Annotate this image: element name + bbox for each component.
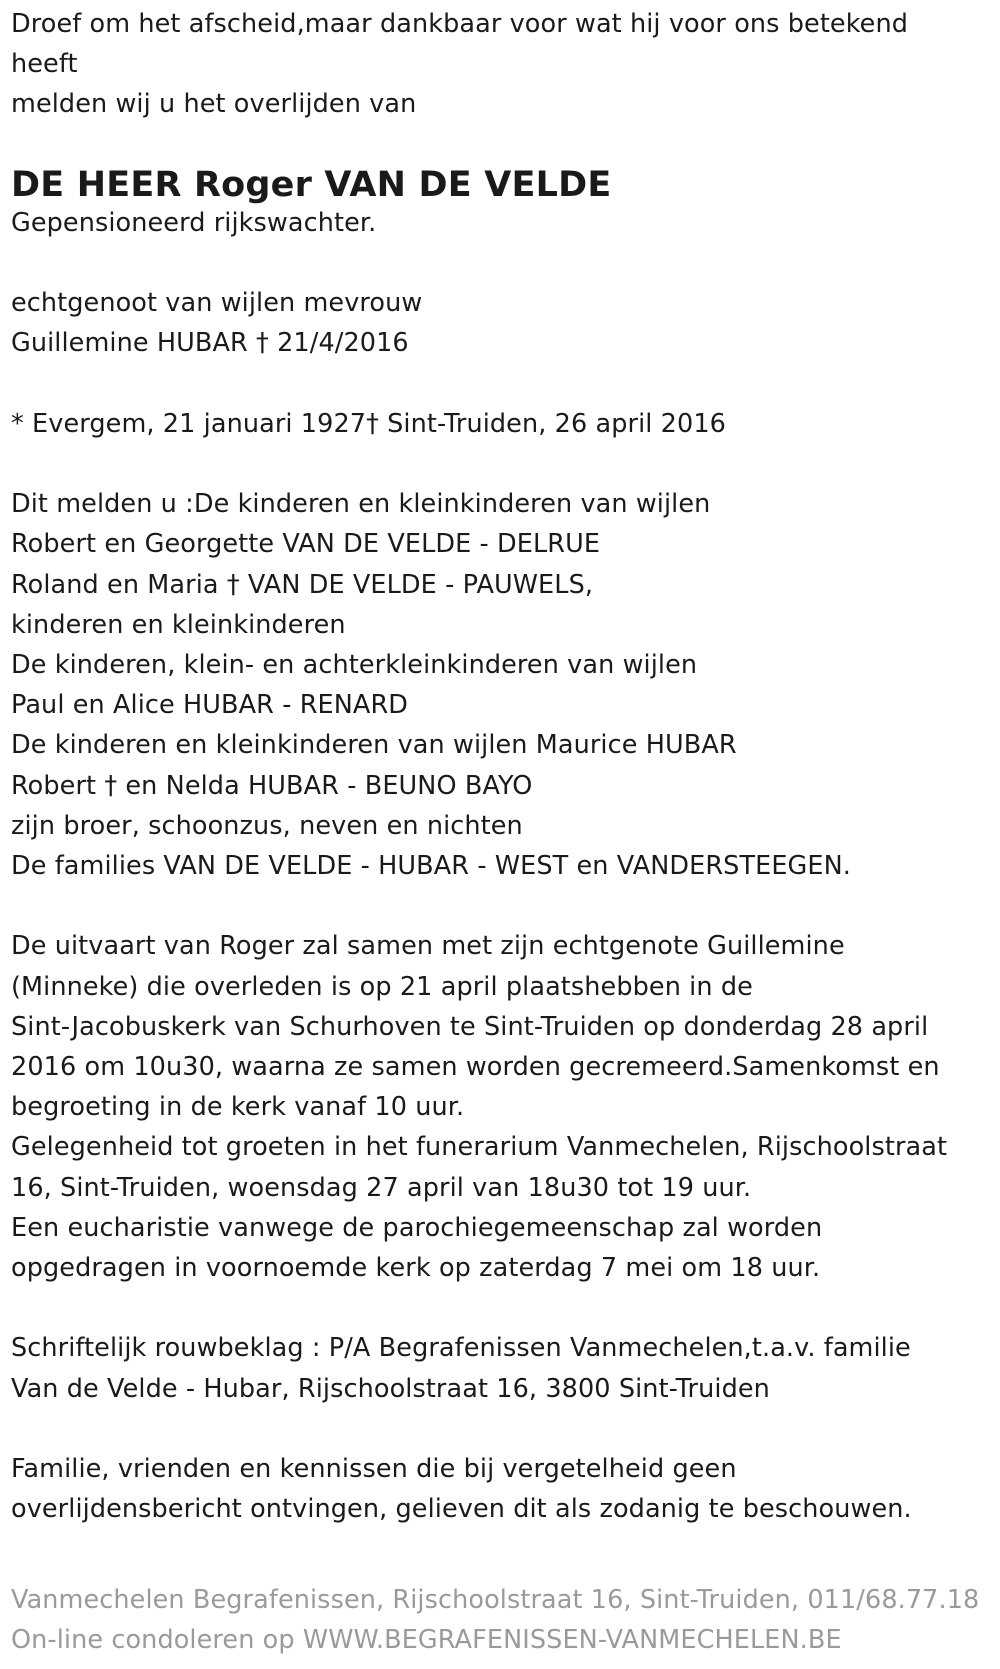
family-line: Dit melden u :De kinderen en kleinkinderen van wijlen: [11, 489, 711, 520]
dates-section: [11, 404, 990, 444]
notice-section: [11, 1449, 990, 1529]
spacer: [11, 1288, 990, 1328]
funeral-line: Gelegenheid tot groeten in het funerarium Vanmechelen, Rijschoolstraat: [11, 1132, 948, 1163]
family-line: Robert en Georgette VAN DE VELDE - DELRUE: [11, 529, 601, 560]
funeral-line: Een eucharistie vanwege de parochiegemeenschap zal worden: [11, 1212, 823, 1243]
funeral-section: [11, 926, 990, 1288]
family-line: Robert † en Nelda HUBAR - BEUNO BAYO: [11, 770, 533, 801]
spouse-line: Guillemine HUBAR † 21/4/2016: [11, 328, 409, 359]
funeral-line: 2016 om 10u30, waarna ze samen worden gecremeerd.Samenkomst en: [11, 1052, 940, 1082]
funeral-line: 16, Sint-Truiden, woensdag 27 april van 18u30 tot 19 uur.: [11, 1172, 752, 1203]
family-section: [11, 484, 990, 886]
spacer: [11, 364, 990, 404]
footer-website: On-line condoleren op WWW.BEGRAFENISSEN-VANMECHELEN.BE: [11, 1625, 842, 1656]
funeral-line: opgedragen in voornoemde kerk op zaterdag 7 mei om 18 uur.: [11, 1253, 821, 1284]
condolence-section: [11, 1328, 990, 1408]
intro-section: [11, 4, 990, 125]
spacer: [11, 886, 990, 926]
condolence-line: Schriftelijk rouwbeklag : P/A Begrafenissen Vanmechelen,t.a.v. familie: [11, 1333, 911, 1364]
intro-line: Droef om het afscheid,maar dankbaar voor wat hij voor ons betekend: [11, 9, 909, 39]
spacer: [11, 243, 990, 283]
funeral-line: Sint-Jacobuskerk van Schurhoven te Sint-Truiden op donderdag 28 april: [11, 1011, 929, 1042]
intro-line: melden wij u het overlijden van: [11, 89, 417, 120]
notice-line: overlijdensbericht ontvingen, gelieven dit als zodanig te beschouwen.: [11, 1494, 912, 1525]
spouse-section: [11, 283, 990, 363]
funeral-line: begroeting in de kerk vanaf 10 uur.: [11, 1092, 465, 1123]
family-line: zijn broer, schoonzus, neven en nichten: [11, 810, 523, 841]
family-line: De families VAN DE VELDE - HUBAR - WEST en VANDERSTEEGEN.: [11, 851, 852, 881]
birth-death-dates: * Evergem, 21 januari 1927† Sint-Truiden, 26 april 2016: [11, 408, 726, 439]
family-line: De kinderen, klein- en achterkleinkinderen van wijlen: [11, 649, 698, 680]
family-line: Roland en Maria † VAN DE VELDE - PAUWELS,: [11, 569, 594, 600]
condolence-line: Van de Velde - Hubar, Rijschoolstraat 16, 3800 Sint-Truiden: [11, 1373, 770, 1404]
spacer: [11, 1409, 990, 1449]
deceased-name: DE HEER Roger VAN DE VELDE: [11, 164, 612, 205]
family-line: kinderen en kleinkinderen: [11, 609, 346, 640]
funeral-home-footer: [11, 1580, 979, 1660]
footer-address: Vanmechelen Begrafenissen, Rijschoolstraat 16, Sint-Truiden, 011/68.77.18: [11, 1585, 980, 1615]
funeral-line: De uitvaart van Roger zal samen met zijn echtgenote Guillemine: [11, 931, 845, 962]
spacer: [11, 444, 990, 484]
spouse-line: echtgenoot van wijlen mevrouw: [11, 288, 423, 319]
deceased-section: [11, 159, 990, 243]
family-line: Paul en Alice HUBAR - RENARD: [11, 690, 409, 721]
funeral-line: (Minneke) die overleden is op 21 april plaatshebben in de: [11, 971, 753, 1002]
family-line: De kinderen en kleinkinderen van wijlen Maurice HUBAR: [11, 730, 737, 761]
deceased-profession: Gepensioneerd rijkswachter.: [11, 207, 377, 238]
intro-line: heeft: [11, 49, 78, 80]
notice-line: Familie, vrienden en kennissen die bij vergetelheid geen: [11, 1454, 737, 1484]
